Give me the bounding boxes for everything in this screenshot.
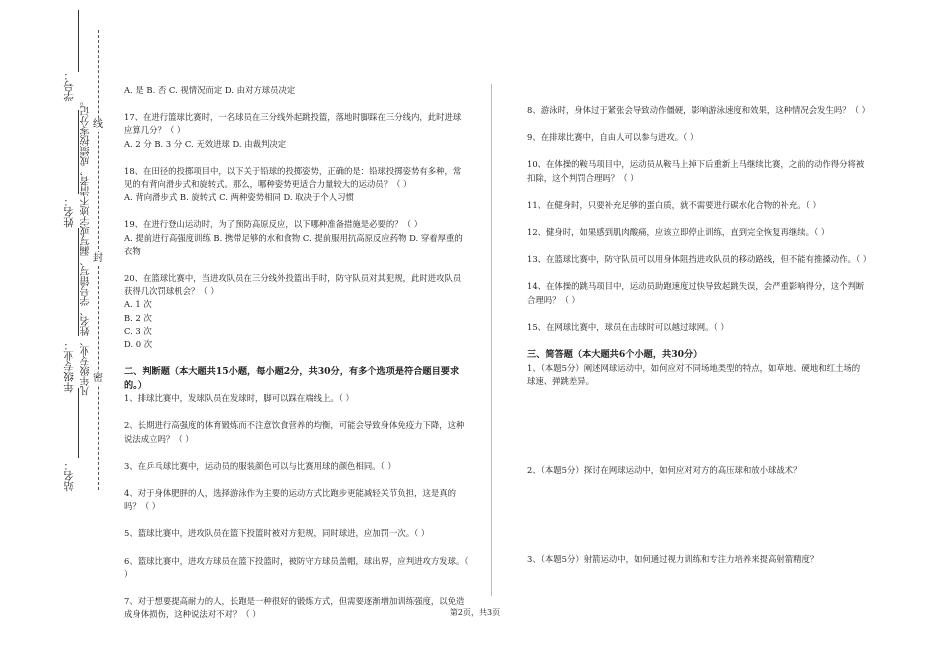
binding-margin: [0, 0, 110, 672]
short-answer-2: 2、（本题5分）探讨在网球运动中，如何应对对方的高压球和放小球战术？: [527, 464, 802, 475]
q19-options: A. 提前进行高强度训练 B. 携带足够的水和食物 C. 提前服用抗高原反应药物 D. 穿着厚重的衣物: [124, 232, 463, 256]
xiaoming-field-line: [78, 388, 79, 458]
left-column: [124, 84, 469, 621]
xingming-label: 姓名：: [63, 196, 75, 228]
q17: 17、在进行篮球比赛时，一名球员在三分线外起跳投篮，落地时脚踩在三分线内，此时进球应算几分？（ ）: [124, 112, 462, 136]
q20-option-b: B. 2 次: [124, 312, 152, 323]
q18: 18、在田径的投掷项目中，以下关于铅球的投掷姿势，正确的是：铅球投掷姿势有多种，常见的有背向滑步式和旋转式。那么，哪种姿势更适合力量较大的运动员？（ ）: [124, 165, 462, 190]
xingming-field-line: [78, 110, 79, 194]
seal-feng: 封: [93, 253, 103, 264]
xuehao-field-line: [78, 10, 79, 72]
xiaoming-label: 站名：: [63, 460, 75, 492]
section2-title: 二、判断题（本大题共15小题，每小题2分，共30分，有多个选项是符合题目要求的。）: [124, 366, 460, 391]
seal-mi: 密: [93, 373, 103, 384]
section3-title: 三、简答题（本大题共6个小题，共30分）: [527, 349, 703, 361]
q19: 19、在进行登山运动时，为了预防高原反应，以下哪种准备措施是必要的？（ ）: [124, 219, 423, 230]
judge-2: 2、长期进行高强度的体育锻炼而不注意饮食营养的均衡，可能会导致身体免疫力下降，这种说法成立吗？（ ）: [124, 420, 465, 444]
q17-options: A. 2 分 B. 3 分 C. 无效进球 D. 由裁判决定: [124, 138, 287, 149]
judge-5: 5、篮球比赛中，进攻队员在篮下投篮时被对方犯规，同时球进，应加罚一次。（ ）: [124, 528, 430, 539]
judge-4: 4、对于身体肥胖的人，选择游泳作为主要的运动方式比跑步更能减轻关节负担，这是真的吗？（ ）: [124, 488, 456, 512]
judge-1: 1、排球比赛中，发球队员在发球时，脚可以踩在端线上。（ ）: [124, 393, 354, 404]
q18-options: A. 背向滑步式 B. 旋转式 C. 两种姿势相同 D. 取决于个人习惯: [124, 192, 354, 203]
judge-9: 9、在排球比赛中，自由人可以参与进攻。（ ）: [527, 132, 699, 143]
short-answer-1: 1、（本题5分）阐述网球运动中，如何应对不同场地类型的特点，如草地、硬地和红土场的球速、弹跳差异。: [527, 362, 861, 386]
warning-text: 凡年级专业、姓名、学号错写、漏写或字迹不清者，成绩按零分记。: [81, 96, 92, 396]
judge-3: 3、在乒乓球比赛中，运动员的服装颜色可以与比赛用球的颜色相同。（ ）: [124, 460, 396, 471]
judge-8: 8、游泳时，身体过于紧张会导致动作僵硬，影响游泳速度和效果，这种情况会发生吗？（ ）: [527, 105, 870, 115]
judge-6: 6、篮球比赛中，进攻方球员在篮下投篮时，被防守方球员盖帽，球出界，应判进攻方发球。（ ）: [124, 555, 469, 579]
q20-option-a: A. 1 次: [124, 299, 152, 310]
judge-10: 10、在体操的鞍马项目中，运动员从鞍马上掉下后重新上马继续比赛，之前的动作得分将被扣除，这个判罚合理吗？（ ）: [527, 159, 865, 183]
judge-15: 15、在网球比赛中，球员在击球时可以越过球网。（ ）: [527, 321, 729, 332]
judge-12: 12、健身时，如果感到肌肉酸痛，应该立即停止训练，直到完全恢复再继续。（ ）: [527, 227, 830, 238]
column-divider: [491, 84, 492, 596]
seal-xian: 线: [93, 119, 103, 130]
nianji-label: 年级专业：: [63, 340, 75, 393]
short-answer-3: 3、（本题5分）射箭运动中，如何通过视力训练和专注力培养来提高射箭精度？: [527, 554, 819, 565]
q16-options: A. 是 B. 否 C. 视情况而定 D. 由对方球员决定: [124, 85, 296, 95]
nianji-field-line: [78, 228, 79, 336]
judge-7: 7、对于想要提高耐力的人，长跑是一种很好的锻炼方式，但需要逐渐增加训练强度，以免造成身体损伤，这种说法对不对？（ ）: [124, 596, 465, 620]
page-footer: 第2页，共3页: [449, 608, 501, 617]
right-column: [527, 104, 872, 566]
judge-13: 13、在篮球比赛中，防守队员可以用身体阻挡进攻队员的移动路线，但不能有推搡动作。（ ）: [527, 254, 872, 265]
judge-11: 11、在健身时，只要补充足够的蛋白质，就不需要进行碳水化合物的补充。（ ）: [527, 199, 821, 210]
q20: 20、在篮球比赛中，当进攻队员在三分线外投篮出手时，防守队员对其犯规，此时进攻队员获得几次罚球机会？（ ）: [124, 273, 462, 297]
q20-option-d: D. 0 次: [124, 339, 153, 350]
judge-14: 14、在体操的跳马项目中，运动员助跑速度过快导致起跳失误，会严重影响得分，这个判断合理吗？（ ）: [527, 281, 865, 305]
q20-option-c: C. 3 次: [124, 325, 152, 336]
xuehao-label: 学号：: [63, 70, 75, 102]
